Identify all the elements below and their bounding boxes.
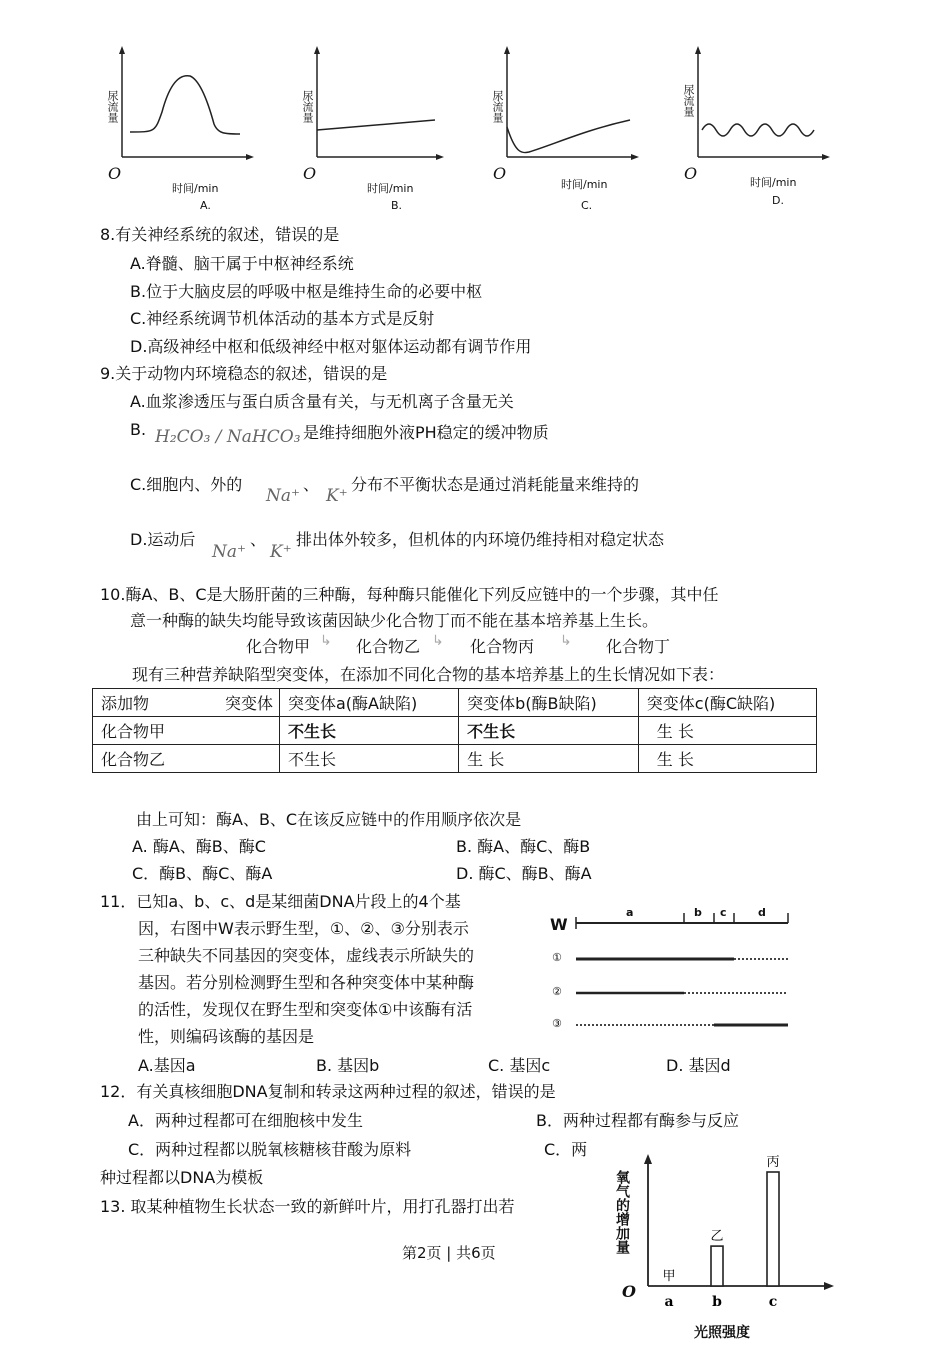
q8-option-a: A.脊髓、脑干属于中枢神经系统 bbox=[130, 254, 354, 273]
corner-right: 突变体 bbox=[224, 694, 273, 713]
bar-c bbox=[767, 1172, 779, 1286]
bar-label-a: 甲 bbox=[662, 1269, 676, 1284]
graph-a-letter: A. bbox=[200, 199, 211, 212]
category-label-b: b bbox=[712, 1294, 722, 1310]
graph-d-letter: D. bbox=[772, 194, 784, 207]
q9-stem: 9.关于动物内环境稳态的叙述，错误的是 bbox=[100, 364, 388, 383]
q10-chain-4: 化合物丁 bbox=[606, 637, 671, 656]
category-label-c: c bbox=[768, 1294, 778, 1310]
q10-option-d: D. 酶C、酶B、酶A bbox=[456, 864, 592, 883]
q10-conclusion: 由上可知：酶A、B、C在该反应链中的作用顺序依次是 bbox=[136, 810, 522, 829]
q9-sep-c: 、 bbox=[303, 475, 320, 494]
q9-option-a: A.血浆渗透压与蛋白质含量有关，与无机离子含量无关 bbox=[130, 392, 514, 411]
graph-d-xlabel: 时间/min bbox=[750, 176, 797, 189]
q11-option-b: B. 基因b bbox=[316, 1056, 380, 1075]
table-row bbox=[93, 745, 817, 773]
q9-option-b-suffix: 是维持细胞外液PH稳定的缓冲物质 bbox=[303, 423, 549, 442]
table-cell: 生 长 bbox=[638, 745, 816, 773]
table-cell: 不生长 bbox=[459, 717, 639, 745]
gene-c-label: c bbox=[720, 906, 727, 919]
table-header: 突变体c(酶C缺陷) bbox=[638, 689, 816, 717]
q11-line5: 的活性，发现仅在野生型和突变体①中该酶有活 bbox=[138, 1000, 473, 1019]
q11-line6: 性，则编码该酶的基因是 bbox=[138, 1027, 315, 1046]
q9-option-c-suffix: 分布不平衡状态是通过消耗能量来维持的 bbox=[351, 475, 640, 494]
q9-ion-na-d: Na⁺ bbox=[212, 542, 246, 562]
gene-figure bbox=[548, 903, 798, 1033]
graph-b bbox=[295, 42, 455, 214]
graph-c-origin: O bbox=[493, 164, 507, 183]
graph-a bbox=[100, 42, 260, 214]
bar-b bbox=[711, 1246, 723, 1286]
chain-arrow-icon: ↳ bbox=[432, 633, 444, 649]
chain-arrow-icon: ↳ bbox=[560, 633, 572, 649]
oxygen-bar-chart bbox=[608, 1150, 838, 1350]
q11-option-a: A.基因a bbox=[138, 1056, 196, 1075]
mutant-2-label: ② bbox=[552, 985, 562, 998]
q8-stem: 8.有关神经系统的叙述，错误的是 bbox=[100, 225, 340, 244]
table-corner-cell bbox=[93, 689, 280, 717]
page-footer: 第2页 | 共6页 bbox=[402, 1244, 496, 1262]
q12-option-a: A．两种过程都可在细胞核中发生 bbox=[128, 1111, 363, 1130]
q9-formula: H₂CO₃ / NaHCO₃ bbox=[155, 427, 301, 447]
table-cell: 不生长 bbox=[280, 745, 459, 773]
q9-sep-d: 、 bbox=[250, 530, 267, 549]
gene-d-label: d bbox=[758, 906, 766, 919]
graph-a-origin: O bbox=[108, 164, 122, 183]
q10-intro: 现有三种营养缺陷型突变体，在添加不同化合物的基本培养基上的生长情况如下表： bbox=[132, 665, 725, 684]
q11-line4: 基因。若分别检测野生型和各种突变体中某种酶 bbox=[138, 973, 475, 992]
graph-a-ylabel: 尿流量 bbox=[106, 90, 119, 123]
table-row-label: 化合物甲 bbox=[93, 717, 280, 745]
q9-option-d-suffix: 排出体外较多，但机体的内环境仍维持相对稳定状态 bbox=[296, 530, 665, 549]
q8-option-c: C.神经系统调节机体活动的基本方式是反射 bbox=[130, 309, 435, 328]
graph-d-origin: O bbox=[684, 164, 698, 183]
table-row-label: 化合物乙 bbox=[93, 745, 280, 773]
q9-ion-k: K⁺ bbox=[326, 486, 348, 506]
q12-option-c: C．两种过程都以脱氧核糖核苷酸为原料 bbox=[128, 1140, 412, 1159]
q9-ion-k-d: K⁺ bbox=[270, 542, 292, 562]
graph-a-xlabel: 时间/min bbox=[172, 182, 219, 195]
table-cell: 不生长 bbox=[280, 717, 459, 745]
q10-table bbox=[92, 688, 817, 773]
table-header-row bbox=[93, 689, 817, 717]
q12-option-d-part2: 种过程都以DNA为模板 bbox=[100, 1168, 264, 1187]
graph-b-letter: B. bbox=[391, 199, 403, 212]
table-cell: 生 长 bbox=[459, 745, 639, 773]
q9-option-b-prefix: B. bbox=[130, 420, 147, 439]
table-header: 突变体b(酶B缺陷) bbox=[459, 689, 639, 717]
graph-c-xlabel: 时间/min bbox=[561, 178, 608, 191]
q12-stem: 12．有关真核细胞DNA复制和转录这两种过程的叙述，错误的是 bbox=[100, 1082, 556, 1101]
q10-option-a: A. 酶A、酶B、酶C bbox=[132, 837, 266, 856]
q10-line1: 10.酶A、B、C是大肠肝菌的三种酶，每种酶只能催化下列反应链中的一个步骤，其中任 bbox=[100, 585, 719, 604]
q12-option-b: B．两种过程都有酶参与反应 bbox=[536, 1111, 739, 1130]
bar-label-c: 丙 bbox=[766, 1155, 780, 1170]
graph-b-origin: O bbox=[303, 164, 317, 183]
q10-line2: 意一种酶的缺失均能导致该菌因缺少化合物丁而不能在基本培养基上生长。 bbox=[130, 611, 659, 630]
q11-option-d: D. 基因d bbox=[666, 1056, 731, 1075]
chart-xlabel: 光照强度 bbox=[694, 1325, 750, 1341]
table-header: 突变体a(酶A缺陷) bbox=[280, 689, 459, 717]
q11-line3: 三种缺失不同基因的突变体，虚线表示所缺失的 bbox=[138, 946, 475, 965]
chart-origin: O bbox=[622, 1282, 636, 1301]
mutant-3-label: ③ bbox=[552, 1017, 562, 1030]
q9-ion-na: Na⁺ bbox=[266, 486, 300, 506]
graph-c-ylabel: 尿流量 bbox=[491, 90, 504, 123]
q11-line1: 11．已知a、b、c、d是某细菌DNA片段上的4个基 bbox=[100, 892, 461, 911]
graph-b-xlabel: 时间/min bbox=[367, 182, 414, 195]
corner-left: 添加物 bbox=[101, 694, 150, 713]
table-cell: 生 长 bbox=[638, 717, 816, 745]
gene-figure-svg bbox=[548, 903, 798, 1033]
q9-option-c-prefix: C.细胞内、外的 bbox=[130, 475, 243, 494]
gene-w-label: W bbox=[550, 915, 568, 934]
mutant-1-label: ① bbox=[552, 951, 562, 964]
bar-label-b: 乙 bbox=[710, 1229, 724, 1245]
q10-chain-1: 化合物甲 bbox=[246, 637, 311, 656]
q10-chain-3: 化合物丙 bbox=[470, 637, 535, 656]
q9-option-d-prefix: D.运动后 bbox=[130, 530, 196, 549]
q11-option-c: C. 基因c bbox=[488, 1056, 551, 1075]
chain-arrow-icon: ↳ bbox=[320, 633, 332, 649]
chart-ylabel: 氧气的增加量 bbox=[614, 1170, 630, 1254]
q8-option-d: D.高级神经中枢和低级神经中枢对躯体运动都有调节作用 bbox=[130, 337, 532, 356]
graph-d bbox=[676, 42, 836, 214]
q11-line2: 因，右图中W表示野生型，①、②、③分别表示 bbox=[138, 919, 469, 938]
q10-option-b: B. 酶A、酶C、酶B bbox=[456, 837, 591, 856]
q10-chain-2: 化合物乙 bbox=[356, 637, 421, 656]
category-label-a: a bbox=[664, 1294, 674, 1310]
table-row bbox=[93, 717, 817, 745]
graph-c-letter: C. bbox=[581, 199, 593, 212]
q13-stem: 13. 取某种植物生长状态一致的新鲜叶片，用打孔器打出若 bbox=[100, 1197, 515, 1216]
bar-chart-svg bbox=[608, 1150, 838, 1350]
graph-c bbox=[485, 42, 645, 214]
q8-option-b: B.位于大脑皮层的呼吸中枢是维持生命的必要中枢 bbox=[130, 282, 483, 301]
graph-d-ylabel: 尿流量 bbox=[682, 84, 695, 117]
graph-b-ylabel: 尿流量 bbox=[301, 90, 314, 123]
gene-b-label: b bbox=[694, 906, 702, 919]
q10-option-c: C．酶B、酶C、酶A bbox=[132, 864, 273, 883]
q12-option-d-part1: C．两 bbox=[544, 1140, 588, 1159]
gene-a-label: a bbox=[626, 906, 634, 919]
